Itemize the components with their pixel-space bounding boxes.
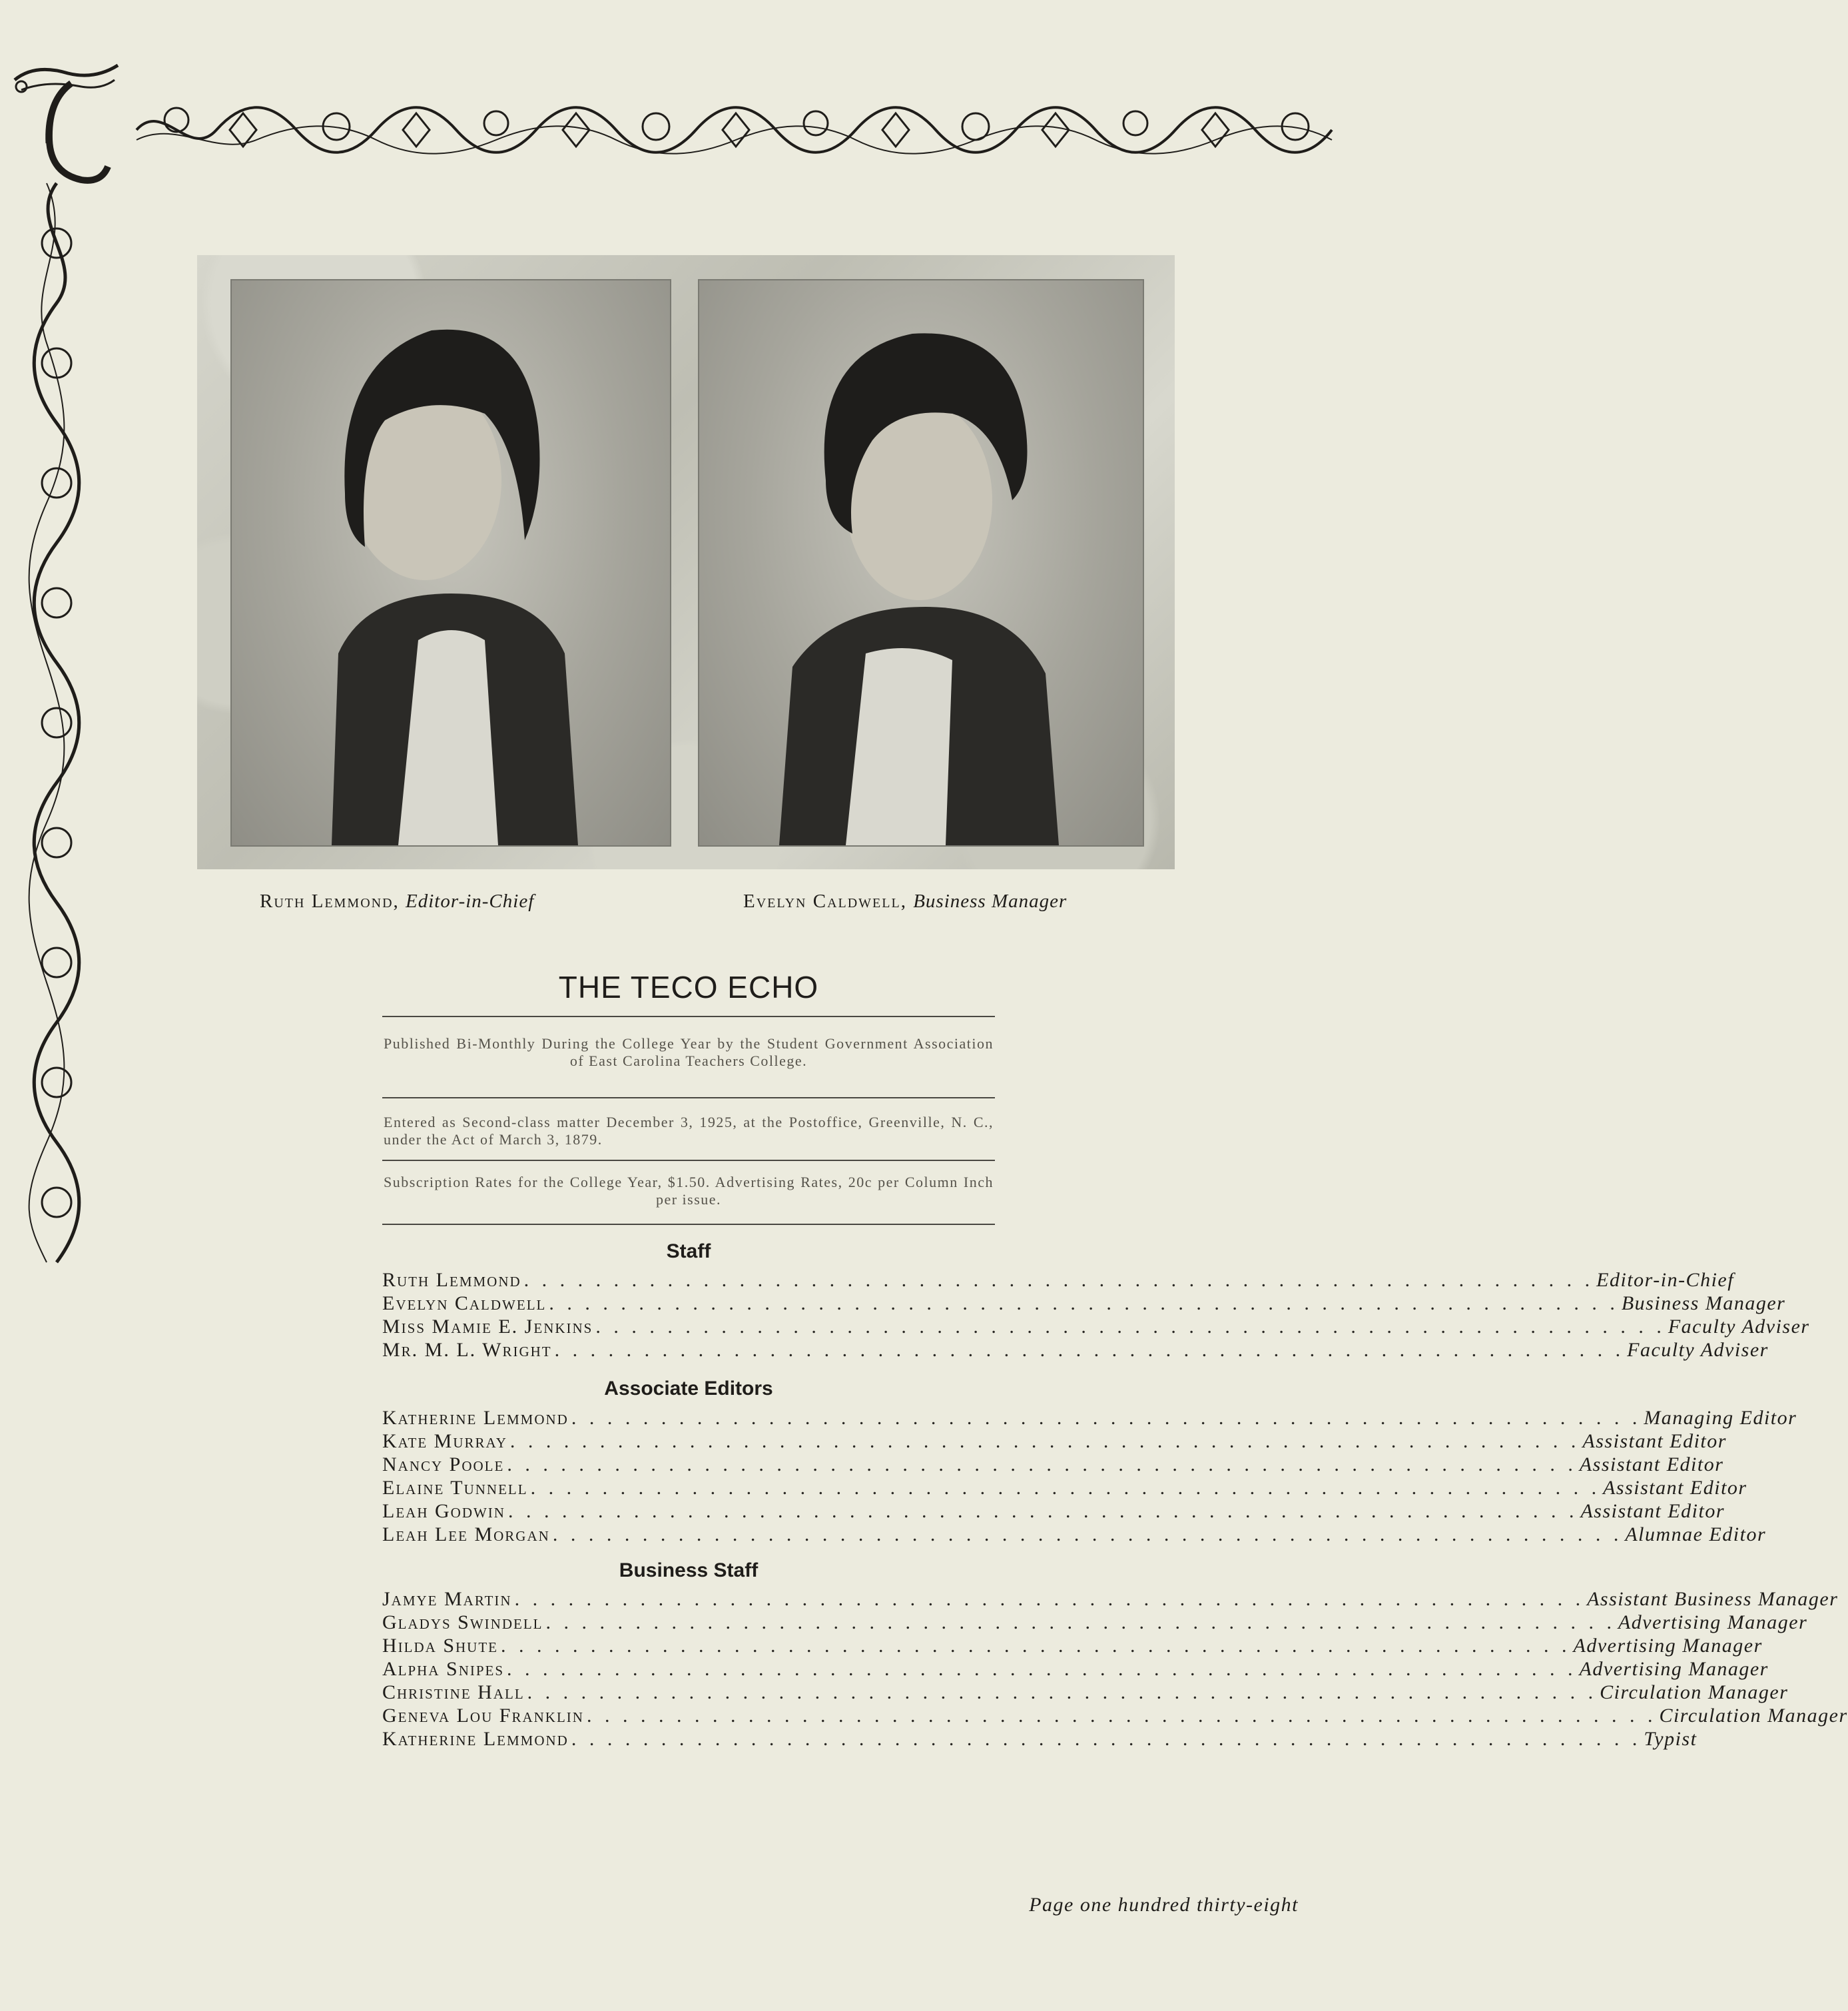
dot-leader: . . . . . . . . . . . . . . . . . . . . . . . . . . . . . . . . . . . . . . . . . . . . . . . . . . . . . . . . . . . .: [527, 1681, 1598, 1703]
list-item: [382, 1681, 1789, 1705]
staff-name: Ruth Lemmond: [382, 1269, 521, 1291]
portrait-photo-ruth-lemmond: [230, 279, 671, 847]
dot-leader: . . . . . . . . . . . . . . . . . . . . . . . . . . . . . . . . . . . . . . . . . . . . . . . . . . . . . . . . . . . .: [507, 1453, 1577, 1475]
staff-role: Circulation Manager: [1600, 1681, 1789, 1703]
dot-leader: . . . . . . . . . . . . . . . . . . . . . . . . . . . . . . . . . . . . . . . . . . . . . . . . . . . . . . . . . . . .: [507, 1500, 1578, 1522]
staff-name: Gladys Swindell: [382, 1611, 543, 1633]
publication-statement: Published Bi-Monthly During the College Year by the Student Government Association of East Carolina Teachers College.: [384, 1035, 994, 1069]
staff-name: Elaine Tunnell: [382, 1477, 528, 1499]
portrait-plate: [197, 255, 1175, 869]
staff-role: Alumnae Editor: [1625, 1523, 1767, 1545]
divider: [382, 1016, 995, 1017]
portrait-photo-evelyn-caldwell: [698, 279, 1144, 847]
divider: [382, 1160, 995, 1161]
caption-role: Editor-in-Chief: [406, 891, 535, 912]
dot-leader: . . . . . . . . . . . . . . . . . . . . . . . . . . . . . . . . . . . . . . . . . . . . . . . . . . . . . . . . . . . .: [523, 1269, 1594, 1291]
staff-role: Assistant Editor: [1580, 1500, 1725, 1522]
staff-name: Evelyn Caldwell: [382, 1292, 547, 1314]
list-item: [382, 1453, 1724, 1477]
staff-name: Geneva Lou Franklin: [382, 1705, 584, 1727]
staff-role: Advertising Manager: [1573, 1635, 1763, 1657]
list-item: [382, 1705, 1848, 1728]
staff-heading: Staff: [666, 1240, 711, 1262]
staff-name: Katherine Lemmond: [382, 1407, 569, 1429]
mailing-entry-notice: Entered as Second-class matter December 3, 1925, at the Postoffice, Greenville, N. C., under the Act of March 3, 1879.: [384, 1114, 994, 1148]
staff-name: Mr. M. L. Wright: [382, 1339, 552, 1361]
staff-role: Editor-in-Chief: [1596, 1269, 1735, 1291]
divider: [382, 1224, 995, 1225]
dot-leader: . . . . . . . . . . . . . . . . . . . . . . . . . . . . . . . . . . . . . . . . . . . . . . . . . . . . . . . . . . . .: [554, 1339, 1625, 1361]
staff-role: Circulation Manager: [1659, 1705, 1848, 1727]
staff-role: Advertising Manager: [1579, 1658, 1769, 1680]
staff-role: Business Manager: [1621, 1292, 1786, 1314]
divider: [382, 1097, 995, 1098]
business-staff-list: [382, 1588, 1848, 1751]
dot-leader: . . . . . . . . . . . . . . . . . . . . . . . . . . . . . . . . . . . . . . . . . . . . . . . . . . . . . . . . . . . .: [501, 1635, 1571, 1657]
staff-role: Assistant Editor: [1603, 1477, 1747, 1499]
list-item: [382, 1269, 1735, 1292]
business-staff-heading: Business Staff: [619, 1559, 759, 1581]
staff-name: Leah Godwin: [382, 1500, 505, 1522]
staff-name: Miss Mamie E. Jenkins: [382, 1316, 593, 1338]
list-item: [382, 1523, 1767, 1547]
staff-name: Nancy Poole: [382, 1453, 505, 1475]
list-item: [382, 1292, 1786, 1316]
list-item: [382, 1500, 1725, 1523]
dot-leader: . . . . . . . . . . . . . . . . . . . . . . . . . . . . . . . . . . . . . . . . . . . . . . . . . . . . . . . . . . . .: [549, 1292, 1619, 1314]
list-item: [382, 1658, 1769, 1681]
dot-leader: . . . . . . . . . . . . . . . . . . . . . . . . . . . . . . . . . . . . . . . . . . . . . . . . . . . . . . . . . . . .: [545, 1611, 1616, 1633]
page-number: Page one hundred thirty-eight: [1029, 1894, 1299, 1916]
dot-leader: . . . . . . . . . . . . . . . . . . . . . . . . . . . . . . . . . . . . . . . . . . . . . . . . . . . . . . . . . . . .: [507, 1658, 1577, 1680]
associate-editors-list: [382, 1407, 1797, 1547]
staff-name: Leah Lee Morgan: [382, 1523, 550, 1545]
list-item: [382, 1477, 1747, 1500]
subscription-rates: Subscription Rates for the College Year, $1.50. Advertising Rates, 20c per Column Inch per issue.: [384, 1174, 994, 1208]
list-item: [382, 1728, 1697, 1751]
list-item: [382, 1635, 1763, 1658]
staff-role: Assistant Business Manager: [1587, 1588, 1839, 1610]
associate-editors-heading: Associate Editors: [604, 1378, 773, 1400]
caption-name: Evelyn Caldwell,: [743, 891, 907, 912]
dot-leader: . . . . . . . . . . . . . . . . . . . . . . . . . . . . . . . . . . . . . . . . . . . . . . . . . . . . . . . . . . . .: [595, 1316, 1666, 1338]
dot-leader: . . . . . . . . . . . . . . . . . . . . . . . . . . . . . . . . . . . . . . . . . . . . . . . . . . . . . . . . . . . .: [530, 1477, 1601, 1499]
list-item: [382, 1316, 1810, 1339]
dot-leader: . . . . . . . . . . . . . . . . . . . . . . . . . . . . . . . . . . . . . . . . . . . . . . . . . . . . . . . . . . . .: [571, 1407, 1642, 1429]
photo-caption-right: [743, 891, 1067, 913]
caption-name: Ruth Lemmond,: [260, 891, 400, 912]
vine-scroll-border-icon: [20, 183, 93, 1262]
staff-name: Alpha Snipes: [382, 1658, 505, 1680]
staff-name: Katherine Lemmond: [382, 1728, 569, 1750]
dot-leader: . . . . . . . . . . . . . . . . . . . . . . . . . . . . . . . . . . . . . . . . . . . . . . . . . . . . . . . . . . . .: [571, 1728, 1642, 1750]
list-item: [382, 1611, 1808, 1635]
staff-role: Faculty Adviser: [1668, 1316, 1810, 1338]
staff-role: Advertising Manager: [1618, 1611, 1808, 1633]
staff-role: Assistant Editor: [1582, 1430, 1727, 1452]
staff-name: Hilda Shute: [382, 1635, 498, 1657]
dot-leader: . . . . . . . . . . . . . . . . . . . . . . . . . . . . . . . . . . . . . . . . . . . . . . . . . . . . . . . . . . . .: [586, 1705, 1657, 1727]
list-item: [382, 1407, 1797, 1430]
staff-role: Managing Editor: [1644, 1407, 1797, 1429]
dot-leader: . . . . . . . . . . . . . . . . . . . . . . . . . . . . . . . . . . . . . . . . . . . . . . . . . . . . . . . . . . . .: [509, 1430, 1580, 1452]
staff-name: Jamye Martin: [382, 1588, 512, 1610]
staff-role: Assistant Editor: [1579, 1453, 1724, 1475]
publication-title: THE TECO ECHO: [558, 970, 819, 1005]
staff-role: Typist: [1644, 1728, 1697, 1750]
staff-role: Faculty Adviser: [1627, 1339, 1769, 1361]
list-item: [382, 1339, 1769, 1362]
caption-role: Business Manager: [913, 891, 1068, 912]
photo-caption-left: [260, 891, 534, 913]
staff-list: [382, 1269, 1810, 1362]
staff-name: Kate Murray: [382, 1430, 507, 1452]
dot-leader: . . . . . . . . . . . . . . . . . . . . . . . . . . . . . . . . . . . . . . . . . . . . . . . . . . . . . . . . . . . .: [552, 1523, 1623, 1545]
list-item: [382, 1588, 1839, 1611]
ornamental-letter-T-icon: [8, 60, 121, 187]
staff-name: Christine Hall: [382, 1681, 525, 1703]
dot-leader: . . . . . . . . . . . . . . . . . . . . . . . . . . . . . . . . . . . . . . . . . . . . . . . . . . . . . . . . . . . .: [514, 1588, 1585, 1610]
list-item: [382, 1430, 1727, 1453]
vine-scroll-border-icon: [137, 93, 1332, 167]
